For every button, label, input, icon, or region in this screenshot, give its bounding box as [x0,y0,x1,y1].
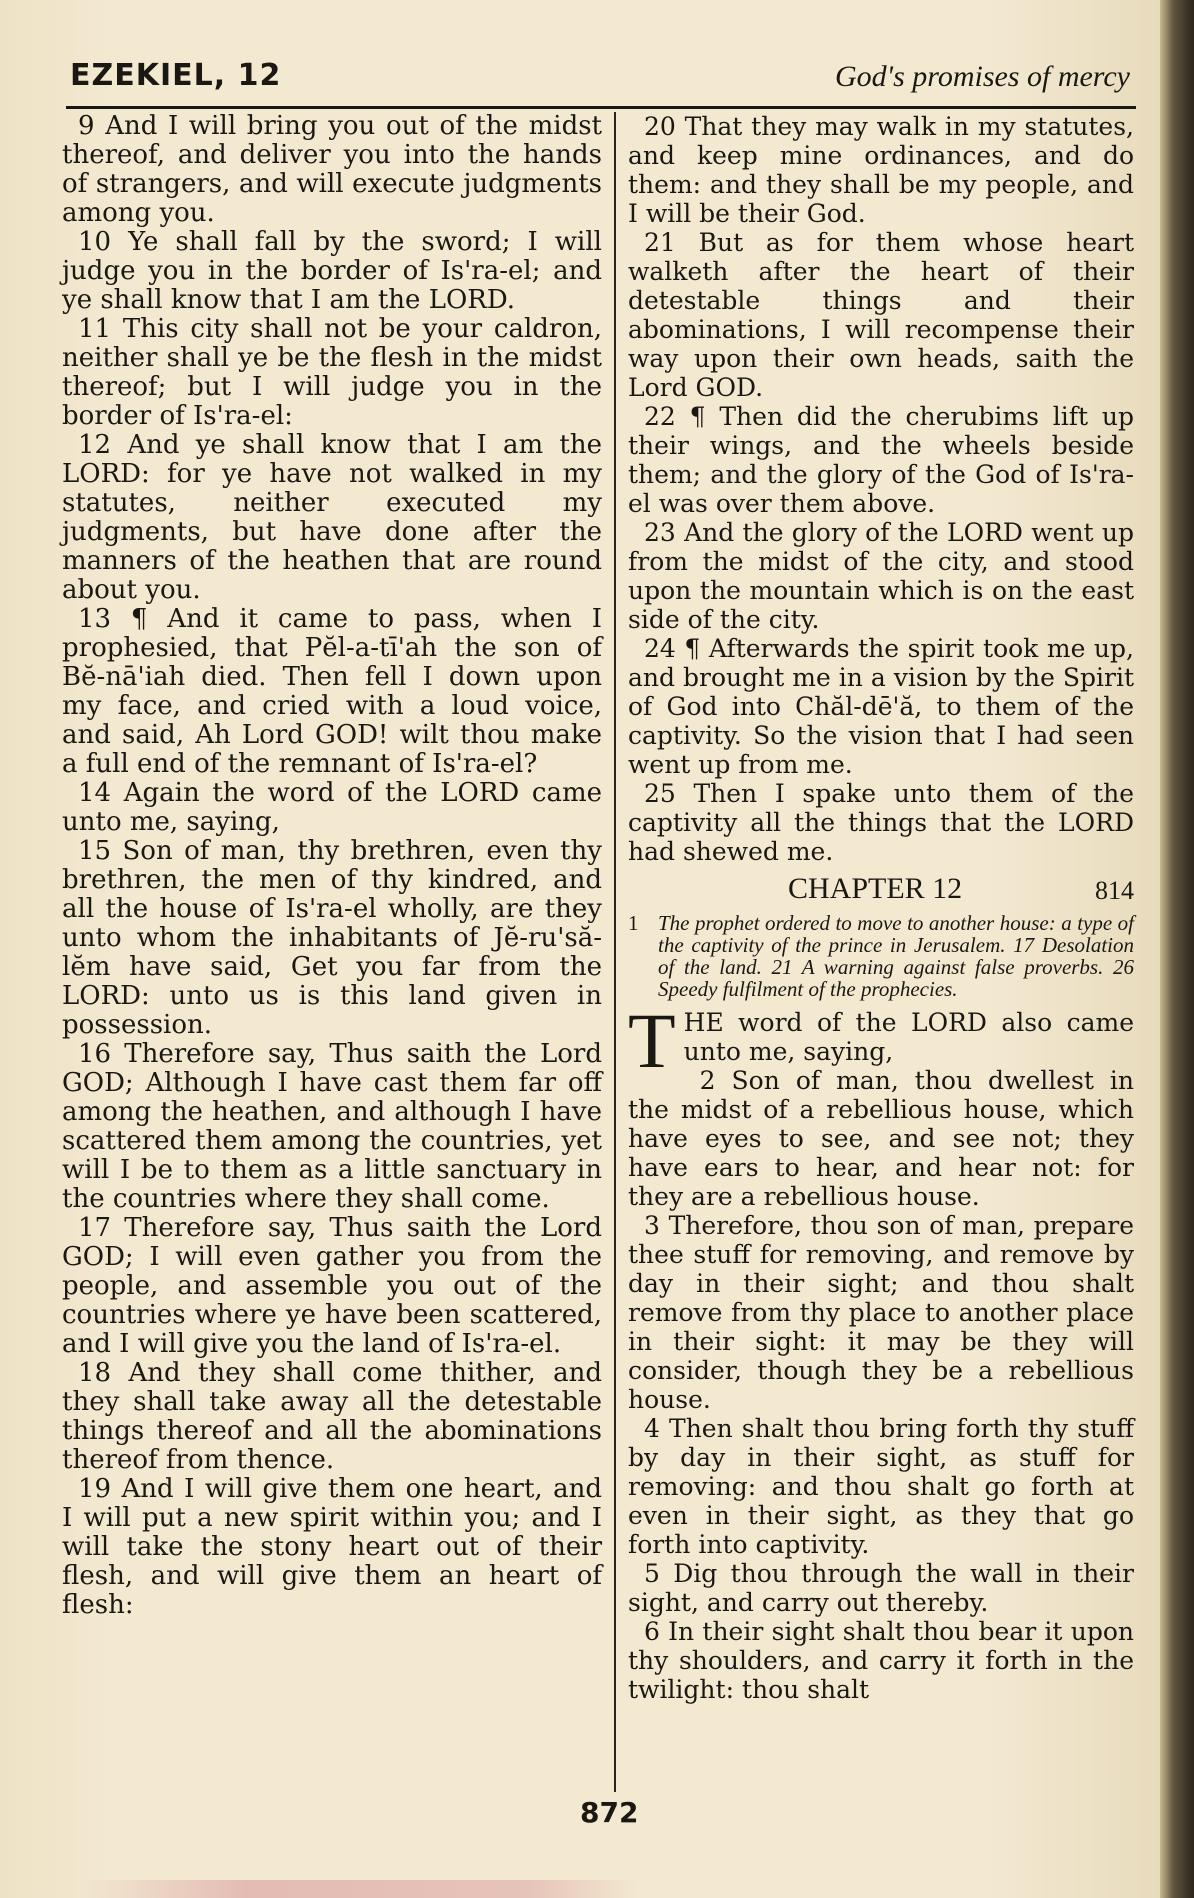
page-number: 872 [580,1796,639,1829]
chapter-summary [628,912,1134,1000]
verse: 19 And I will give them one heart, and I will put a new spirit within you; and I will take the stony heart out of their flesh, and will give them an heart of flesh: [62,1474,602,1620]
chapter-opening [628,997,1134,1084]
verse: 23 And the glory of the LORD went up from the midst of the city, and stood upon the mountain which is on the east side of the city. [628,518,1134,634]
opening-text: HE word of the LORD also came unto me, saying, [683,1008,1134,1066]
running-title: God's promises of mercy [835,60,1130,93]
book-edge [1160,0,1194,1898]
verse: 16 Therefore say, Thus saith the Lord GOD; Although I have cast them far off among the heathen, and although I have scattered them among the countries, yet will I be to them as a little sanctuary in the countries where they shall come. [62,1039,602,1214]
verse: 10 Ye shall fall by the sword; I will judge you in the border of Is'ra-el; and ye shall know that I am the LORD. [62,227,602,315]
drop-cap: T [628,997,676,1084]
verse: 5 Dig thou through the wall in their sight, and carry out thereby. [628,1559,1134,1617]
verse: 2 Son of man, thou dwellest in the midst of a rebellious house, which have eyes to see, and see not; they have ears to hear, and hear not: for they are a rebellious house. [628,1066,1134,1211]
summary-text: The prophet ordered to move to another house: a type of the captivity of the prince in Jerusalem. 17 Desolation of the land. 21 A warning against false proverbs. 26 Speedy fulfilment of the prophecies. [658,911,1134,1001]
verse: 24 ¶ Afterwards the spirit took me up, and brought me in a vision by the Spirit of God into Chăl-dē'ă, to them of the captivity. So the vision that I had seen went up from me. [628,634,1134,779]
running-header [70,58,1130,102]
verse: 14 Again the word of the LORD came unto me, saying, [62,778,602,837]
chapter-title: CHAPTER 12 [788,872,963,905]
verse: 21 But as for them whose heart walketh after the heart of their detestable things and their abominations, I will recompense their way upon their own heads, saith the Lord GOD. [628,228,1134,402]
verse: 25 Then I spake unto them of the captivity all the things that the LORD had shewed me. [628,779,1134,866]
verse: 18 And they shall come thither, and they shall take away all the detestable things thereof and all the abominations thereof from thence. [62,1358,602,1475]
header-rule [66,106,1136,109]
page-stain [80,1880,640,1898]
right-column [628,112,1134,1704]
book-chapter-heading: EZEKIEL, 12 [70,58,282,93]
summary-number: 1 [628,911,639,935]
verse: 4 Then shalt thou bring forth thy stuff by day in their sight, as stuff for removing: and thou shalt go forth at even in their sight, as they that go forth into captivity. [628,1414,1134,1559]
left-column [62,112,602,1620]
verse: 22 ¶ Then did the cherubims lift up their wings, and the wheels beside them; and the glory of the God of Is'ra-el was over them above. [628,402,1134,518]
verse: 11 This city shall not be your caldron, neither shall ye be the flesh in the midst thereof; but I will judge you in the border of Is'ra-el: [62,314,602,431]
verse: 6 In their sight shalt thou bear it upon thy shoulders, and carry it forth in the twilight: thou shalt [628,1617,1134,1704]
chapter-reference: 814 [1095,876,1134,905]
verse: 20 That they may walk in my statutes, and keep mine ordinances, and do them: and they shall be my people, and I will be their God. [628,112,1134,228]
chapter-heading [628,874,1134,908]
verse: 13 ¶ And it came to pass, when I prophesied, that Pĕl-a-tī'ah the son of Bĕ-nā'iah died. Then fell I down upon my face, and cried with a loud voice, and said, Ah Lord GOD! wilt thou make a full end of the remnant of Is'ra-el? [62,604,602,779]
verse: 17 Therefore say, Thus saith the Lord GOD; I will even gather you from the people, and assemble you out of the countries where ye have been scattered, and I will give you the land of Is'ra-el. [62,1213,602,1359]
verse: 9 And I will bring you out of the midst thereof, and deliver you into the hands of strangers, and will execute judgments among you. [62,111,602,228]
column-divider [614,112,616,1792]
verse: 3 Therefore, thou son of man, prepare thee stuff for removing, and remove by day in their sight; and thou shalt remove from thy place to another place in their sight: it may be they will consider, though they be a rebellious house. [628,1211,1134,1414]
verse: 15 Son of man, thy brethren, even thy brethren, the men of thy kindred, and all the house of Is'ra-el wholly, are they unto whom the inhabitants of Jĕ-ru'să-lĕm have said, Get you far from the LORD: unto us is this land given in possession. [62,836,602,1040]
verse: 12 And ye shall know that I am the LORD: for ye have not walked in my statutes, neither executed my judgments, but have done after the manners of the heathen that are round about you. [62,430,602,605]
